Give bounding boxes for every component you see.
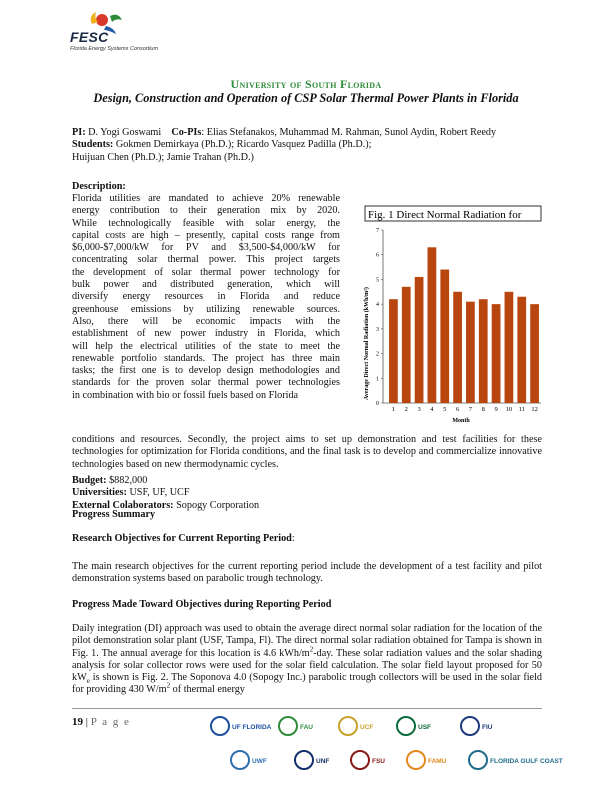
description-line: Also, there will be economic impacts with the (72, 315, 340, 327)
partner-logo-label: FSU (372, 758, 385, 765)
bar-month-5 (440, 270, 449, 403)
bar-month-10 (505, 292, 514, 403)
y-tick-label: 0 (376, 401, 379, 407)
partner-logo-label: UCF (360, 724, 374, 731)
partner-seal-icon (279, 717, 297, 735)
universities-value: USF, UF, UCF (129, 487, 190, 499)
chart-title: Fig. 1 Direct Normal Radiation for (368, 209, 522, 221)
description-line: greenhouse emissions by utilizing renewable sources. (72, 303, 340, 315)
description-line: bulk power and distributed generation, which will (72, 279, 340, 291)
budget-value: $882,000 (109, 475, 148, 486)
budget-block (72, 475, 542, 512)
progress-made-text (72, 623, 542, 697)
description-line: will help the electrical utilities of the state to meet the (72, 340, 340, 352)
objectives-heading-text: Research Objectives for Current Reporting Period (72, 533, 292, 544)
bar-month-2 (402, 287, 411, 403)
copi-names: : Elias Stefanakos, Muhammad M. Rahman, Sunol Aydin, Robert Reedy (201, 127, 497, 138)
partner-logos (210, 712, 563, 778)
bar-month-6 (453, 292, 462, 403)
x-tick-label: 2 (404, 406, 408, 413)
description-line: capital costs are high – presently, capital costs range from (72, 229, 340, 241)
description-column (72, 193, 340, 402)
objectives-heading (72, 533, 542, 545)
page-number (72, 716, 130, 728)
partner-logo-label: UF FLORIDA (232, 724, 272, 731)
pi-label: PI: (72, 127, 86, 138)
progress-text-1: Daily integration (DI) approach was used to obtain the average direct normal solar radiation for the location of the pilot demonstration solar plant (USF, Tampa, Fl). The direct normal solar radiation obtained for Tampa is shown in Fig. 1. The annual average for this location is 4.6 kWh/m (72, 623, 542, 659)
partner-seal-icon (351, 751, 369, 769)
y-tick-label: 4 (376, 302, 379, 309)
chart-ylabel: Average Direct Normal Radiation (kWh/m²) (364, 287, 370, 400)
logo-leaf-green (110, 15, 122, 22)
x-tick-label: 7 (468, 406, 473, 413)
objectives-text: The main research objectives for the current reporting period include the development of a test facility and pilot demonstration systems based on parabolic trough technology. (72, 561, 542, 585)
x-tick-label: 11 (518, 406, 525, 413)
chart-background (355, 200, 545, 428)
bar-month-12 (530, 304, 539, 403)
description-line: energy contribution to their generation mix by 2020. (72, 205, 340, 217)
description-line: diversify energy resources in Florida and reduce (72, 291, 340, 303)
page-word: P a g e (90, 716, 131, 728)
partner-logo-label: FIU (482, 724, 493, 731)
bar-month-11 (517, 297, 526, 403)
pi-line (72, 127, 542, 139)
x-tick-label: 3 (417, 406, 421, 413)
x-tick-label: 4 (430, 406, 434, 413)
project-title: Design, Construction and Operation of CSP Solar Thermal Power Plants in Florida (93, 91, 519, 105)
y-tick-label: 6 (376, 252, 379, 259)
x-tick-label: 12 (531, 406, 538, 413)
x-tick-label: 6 (455, 406, 460, 413)
pi-name: D. Yogi Goswami (88, 127, 162, 138)
bar-month-9 (492, 304, 501, 403)
page-sep: | (83, 716, 91, 728)
progress-text-3: is shown is Fig. 2. The Soponova 4.0 (Sopogy Inc.) parabolic trough collectors will be used in the solar field for providing 430 W/m (72, 672, 542, 696)
logo-swirl-red (96, 14, 108, 26)
y-tick-label: 5 (376, 277, 379, 284)
students-label: Students: (72, 139, 114, 151)
superscript-2: 2 (166, 682, 171, 691)
description-line: $6,000-$7,000/kW for PV and $3,500-$4,000/kW for (72, 242, 340, 254)
description-continuation: conditions and resources. Secondly, the project aims to set up demonstration and test facilities for these technologies for optimization for Florida conditions, and the final task is to develop and commercialize innovative technologies based on new thermodynamic cycles. (72, 434, 542, 470)
logo-subtitle: Florida Energy Systems Consortium (70, 46, 159, 52)
x-tick-label: 8 (481, 406, 485, 413)
universities-label: Universities: (72, 487, 127, 499)
partner-seal-icon (397, 717, 415, 735)
description-heading-text: Description: (72, 181, 126, 192)
page-number-value: 19 (72, 716, 83, 728)
partner-logo-label: USF (418, 724, 431, 731)
description-line: tasks; the first one is to develop design methodologies and (72, 365, 340, 377)
progress-text-2: -day. These solar radiation values and the solar shading analysis for solar collector rows were used for the solar field calculation. The solar field layout proposed for 50 kW (72, 647, 542, 684)
x-tick-label: 1 (391, 406, 396, 413)
logo-text: FESC (70, 29, 109, 45)
x-tick-label: 9 (494, 406, 498, 413)
partner-seal-icon (231, 751, 249, 769)
partner-seal-icon (339, 717, 357, 735)
y-tick-label: 2 (376, 351, 379, 358)
footer-divider (72, 708, 542, 709)
description-heading (72, 181, 342, 193)
description-line: While technologically feasible with solar energy, the (72, 217, 340, 229)
partner-seal-icon (211, 717, 229, 735)
description-line: establishment of new power industry in Florida, which (72, 328, 340, 340)
description-line: renewable portfolio standards. The project has three main (72, 352, 340, 364)
students-line (72, 139, 542, 151)
subscript-e: e (86, 677, 90, 686)
bar-month-7 (466, 302, 475, 403)
copi-label: Co-PIs (171, 127, 202, 138)
budget-line (72, 475, 542, 487)
bar-month-3 (415, 277, 424, 403)
partner-seal-icon (469, 751, 487, 769)
progress-made-heading: Progress Made Toward Objectives during Reporting Period (72, 599, 332, 610)
partner-logo-label: FAU (300, 724, 313, 731)
progress-summary-heading: Progress Summary (72, 509, 156, 520)
x-tick-label: 10 (505, 406, 513, 413)
people-block (72, 127, 542, 164)
description-line: standards for the proven solar thermal power technologies (72, 377, 340, 389)
students-line-2: Huijuan Chen (Ph.D.); Jamie Trahan (Ph.D.) (72, 151, 254, 163)
y-tick-label: 3 (376, 326, 379, 333)
partner-logo-label: UWF (252, 758, 267, 765)
university-title (0, 77, 612, 92)
partner-logo-label: FAMU (428, 758, 447, 765)
collaborators-label: External Colaborators: (72, 499, 174, 511)
bar-month-4 (428, 247, 437, 403)
x-tick-label: 5 (443, 406, 447, 413)
description-line: concentrating solar thermal power. This project targets (72, 254, 340, 266)
budget-label: Budget: (72, 475, 107, 486)
progress-text-4: of thermal energy (170, 684, 245, 696)
partner-logo-label: UNF (316, 758, 330, 765)
y-tick-label: 7 (376, 228, 379, 234)
description-line: Florida utilities are mandated to achieve 20% renewable (72, 193, 340, 204)
y-tick-label: 1 (376, 376, 379, 383)
university-name: University of South Florida (230, 77, 382, 91)
collaborators-value: Sopogy Corporation (176, 499, 260, 511)
superscript-1: 2 (309, 645, 314, 654)
partner-logo-label: FLORIDA GULF COAST (490, 758, 563, 765)
partner-seal-icon (407, 751, 425, 769)
bar-month-8 (479, 299, 488, 403)
description-line: in combination with bio or fossil fuels based on Florida (72, 389, 299, 401)
students-names-1: Gokmen Demirkaya (Ph.D.); Ricardo Vasquez Padilla (Ph.D.); (115, 139, 372, 151)
partner-seal-icon (295, 751, 313, 769)
bar-month-1 (389, 299, 398, 403)
objectives-colon: : (291, 533, 295, 544)
partner-seal-icon (461, 717, 479, 735)
direct-normal-radiation-chart (355, 200, 545, 428)
chart-xlabel: Month (452, 418, 470, 424)
description-line: the development of solar thermal power technology for (72, 266, 340, 278)
universities-line (72, 487, 542, 499)
